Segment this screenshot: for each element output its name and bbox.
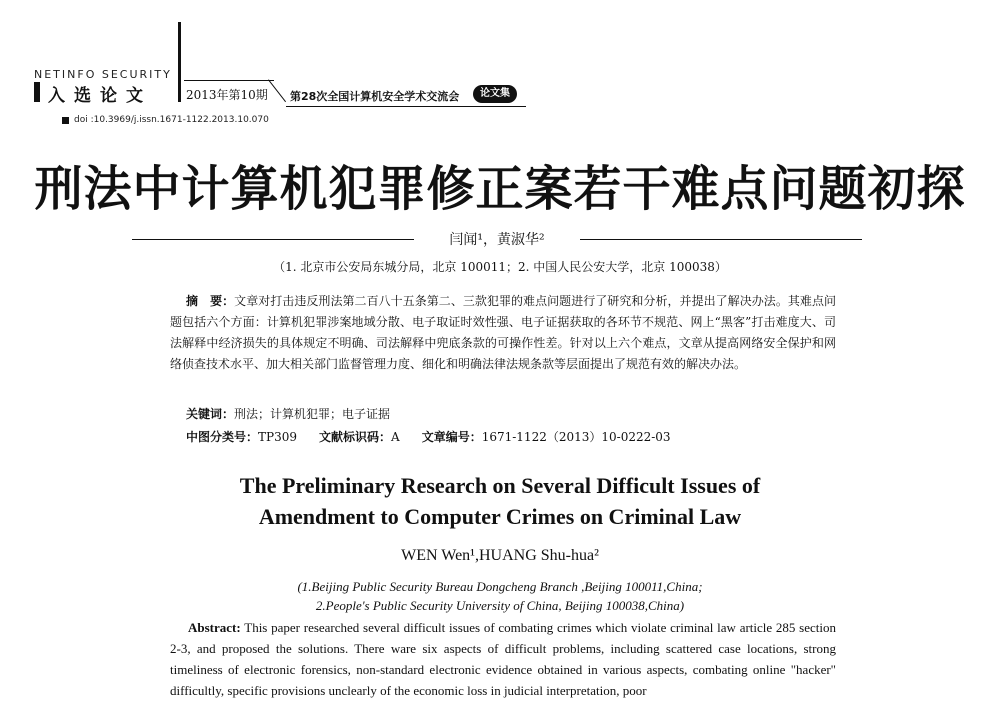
conference-name: 第28次全国计算机安全学术交流会 [290, 90, 460, 103]
doc-code-label: 文献标识码： [319, 430, 392, 444]
paper-title-en-line1: The Preliminary Research on Several Difficult Issues of [239, 473, 761, 498]
section-text: 入选论文 [48, 86, 152, 106]
section-bar-decoration [34, 82, 40, 102]
author-line [132, 229, 862, 249]
doi-link[interactable]: doi :10.3969/j.issn.1671-1122.2013.10.070 [74, 115, 269, 125]
header-underline [286, 106, 526, 107]
paper-title-en-line2: Amendment to Computer Crimes on Criminal Law [258, 504, 742, 529]
abstract-en-label: Abstract: [188, 620, 241, 635]
class-value: TP309 [258, 430, 297, 444]
header-rule [184, 80, 274, 81]
abstract-cn [170, 291, 836, 375]
keywords-cn-text: 刑法；计算机犯罪；电子证据 [234, 407, 391, 421]
section-label [34, 82, 178, 106]
article-no-value: 1671-1122（2013）10-0222-03 [481, 430, 671, 444]
header-slash-divider [268, 79, 286, 102]
authors-cn: 闫闻¹，黄淑华² [449, 232, 545, 248]
header-vertical-rule [178, 22, 181, 102]
doi-square-icon [62, 117, 69, 124]
classification-line [186, 428, 671, 445]
paper-title-cn: 刑法中计算机犯罪修正案若干难点问题初探 [34, 161, 966, 217]
keywords-cn [186, 405, 390, 422]
article-no-label: 文章编号： [421, 430, 482, 444]
collection-badge: 论文集 [473, 85, 517, 103]
abstract-en-text: This paper researched several difficult issues of combating crimes which violate criminal law article 285 section 2-3, and proposed the solutions. There ware six aspects of difficult problems, including scattered case locations, strong timeliness of electronic forensics, non-standard electronic evidence obtained in various aspects, combating online "hacker" difficultly, specific provisions unclearly of the economic loss in judicial interpretation, poor [170, 620, 837, 698]
affiliation-en-2: 2.People's Public Security University of China, Beijing 100038,China) [315, 598, 685, 613]
issue-number: 2013年第10期 [186, 88, 268, 102]
author-rule-left [132, 239, 414, 240]
paper-title-en [0, 470, 1000, 532]
abstract-cn-label: 摘 要： [186, 294, 235, 308]
authors-en: WEN Wen¹,HUANG Shu-hua² [401, 547, 599, 564]
abstract-en [170, 617, 836, 701]
doc-code-value: A [391, 430, 400, 444]
affiliation-cn: （1. 北京市公安局东城分局，北京 100011；2. 中国人民公安大学，北京 100038） [273, 260, 727, 274]
author-rule-right [580, 239, 862, 240]
keywords-cn-label: 关键词： [186, 407, 235, 421]
affiliation-en-1: (1.Beijing Public Security Bureau Dongcheng Branch ,Beijing 100011,China; [297, 579, 703, 594]
class-label: 中图分类号： [186, 430, 259, 444]
journal-brand: NETINFO SECURITY [34, 68, 172, 81]
abstract-cn-text: 文章对打击违反刑法第二百八十五条第二、三款犯罪的难点问题进行了研究和分析，并提出了解决办法。其难点问题包括六个方面：计算机犯罪涉案地域分散、电子取证时效性强、电子证据获取的各环节不规范、网上“黑客”打击难度大、司法解释中经济损失的具体规定不明确、司法解释中兜底条款的可操作性差。针对以上六个难点，文章从提高网络安全保护和网络侦查技术水平、加大相关部门监督管理力度、细化和明确法律法规条款等层面提出了规范有效的解决办法。 [170, 294, 836, 371]
